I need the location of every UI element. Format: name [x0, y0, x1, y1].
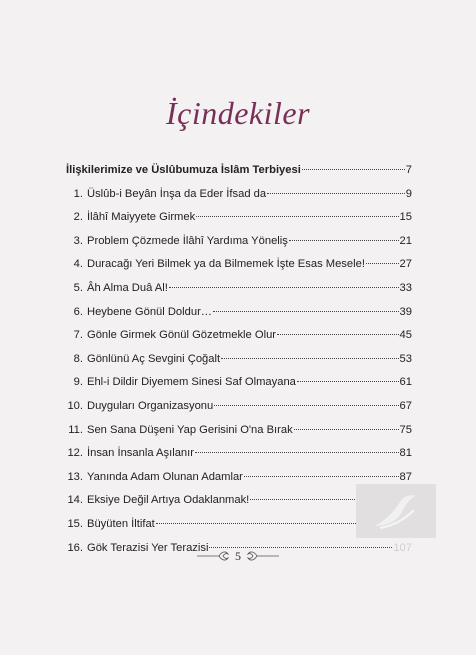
- dot-leader: [289, 240, 399, 241]
- toc-entry-page: 61: [399, 376, 412, 389]
- right-ornament-icon: [245, 549, 279, 563]
- toc-entry-number: 14.: [67, 494, 83, 507]
- toc-entry-number: 10.: [67, 400, 83, 412]
- toc-entry-title: Problem Çözmede İlâhî Yardıma Yöneliş: [87, 234, 288, 247]
- dot-leader: [169, 287, 399, 288]
- toc-entry-page: 87: [399, 470, 412, 483]
- dot-leader: [302, 169, 405, 170]
- toc-entry-number: 5.: [73, 282, 83, 294]
- toc-entry-title: Yanında Adam Olunan Adamlar: [87, 470, 243, 483]
- dot-leader: [297, 381, 399, 382]
- toc-entry-number: 4.: [73, 258, 83, 271]
- toc-entry-number: 13.: [67, 470, 83, 483]
- dot-leader: [267, 193, 405, 194]
- dot-leader: [221, 358, 398, 359]
- page-number: 5: [235, 548, 241, 563]
- toc-entry-page: 67: [399, 400, 412, 412]
- toc-entry-title: Büyüten İltifat: [87, 518, 155, 530]
- toc-entry-number: 15.: [67, 518, 83, 530]
- dot-leader: [196, 216, 398, 217]
- dot-leader: [213, 311, 399, 312]
- toc-entry: [66, 282, 412, 302]
- toc-entry-page: 21: [399, 234, 412, 247]
- toc-entry-page: 27: [399, 258, 412, 271]
- toc-entry: [66, 329, 412, 349]
- toc-entry-number: 12.: [67, 447, 83, 460]
- toc-entry-number: 2.: [73, 211, 83, 224]
- toc-entry: [66, 424, 412, 444]
- toc-entry-page: 81: [399, 447, 412, 460]
- toc-entry-number: 16.: [67, 541, 83, 554]
- toc-entry: [66, 447, 412, 467]
- dot-leader: [214, 405, 398, 406]
- watermark-icon: [370, 492, 422, 532]
- toc-section-heading: [66, 164, 412, 184]
- toc-entry-title: Üslûb-i Beyân İnşa da Eder İfsad da: [87, 187, 267, 200]
- toc-entry-title: Gök Terazisi Yer Terazisi: [87, 541, 209, 554]
- toc-entry: [66, 235, 412, 255]
- toc-entry-title: Ehl-i Dildir Diyemem Sinesi Saf Olmayana: [87, 376, 296, 389]
- watermark-logo: [356, 484, 436, 538]
- page-footer: [0, 546, 476, 566]
- toc-entry-page: 45: [399, 329, 412, 342]
- toc-entry-number: 11.: [68, 423, 83, 436]
- dot-leader: [277, 334, 399, 335]
- dot-leader: [294, 429, 399, 430]
- toc-entry-page: 7: [405, 164, 412, 176]
- toc-entry-number: 9.: [73, 376, 83, 389]
- toc-entry-page: 33: [399, 282, 412, 294]
- toc-entry-page: 75: [399, 423, 412, 436]
- toc-entry-title: Heybene Gönül Doldur…: [87, 305, 212, 318]
- dot-leader: [366, 263, 399, 264]
- toc-entry-number: 3.: [73, 234, 83, 247]
- toc-entry-page: 107: [393, 541, 412, 554]
- toc-entry-page: 9: [405, 187, 412, 200]
- toc-entry-title: Gönle Girmek Gönül Gözetmekle Olur: [87, 329, 277, 342]
- toc-entry-title: Eksiye Değil Artıya Odaklanmak!: [87, 494, 250, 507]
- toc-entry: [66, 376, 412, 396]
- left-ornament-icon: [197, 549, 231, 563]
- page-title: İçindekiler: [165, 95, 311, 131]
- toc-entry-page: 53: [399, 352, 412, 365]
- toc-entry-title: Sen Sana Düşeni Yap Gerisini O'na Bırak: [87, 423, 293, 436]
- dot-leader: [195, 452, 399, 453]
- toc-entry: [66, 258, 412, 278]
- toc-entry-title: Duyguları Organizasyonu: [87, 400, 214, 412]
- toc-entry-page: 15: [399, 211, 412, 224]
- toc-entry-number: 7.: [73, 329, 83, 342]
- toc-entry-page: 39: [399, 305, 412, 318]
- toc-entry-title: İnsan İnsanla Aşılanır: [87, 447, 194, 460]
- toc-entry: [66, 188, 412, 208]
- dot-leader: [244, 476, 399, 477]
- toc-entry-title: İlişkilerimize ve Üslûbumuza İslâm Terbiyesi: [66, 164, 301, 176]
- toc-entry-number: 6.: [73, 305, 83, 318]
- toc-entry-number: 1.: [73, 187, 83, 200]
- toc-entry-title: Duracağı Yeri Bilmek ya da Bilmemek İşte Esas Mesele!: [87, 258, 365, 271]
- toc-entry: [66, 306, 412, 326]
- toc-entry: [66, 400, 412, 420]
- toc-entry-number: 8.: [73, 352, 83, 365]
- toc-entry-title: İlâhî Maiyyete Girmek: [87, 211, 196, 224]
- toc-entry: [66, 211, 412, 231]
- toc-entry: [66, 353, 412, 373]
- toc-entry-title: Âh Alma Duâ Al!: [87, 282, 168, 294]
- toc-entry-title: Gönlünü Aç Sevgini Çoğalt: [87, 352, 221, 365]
